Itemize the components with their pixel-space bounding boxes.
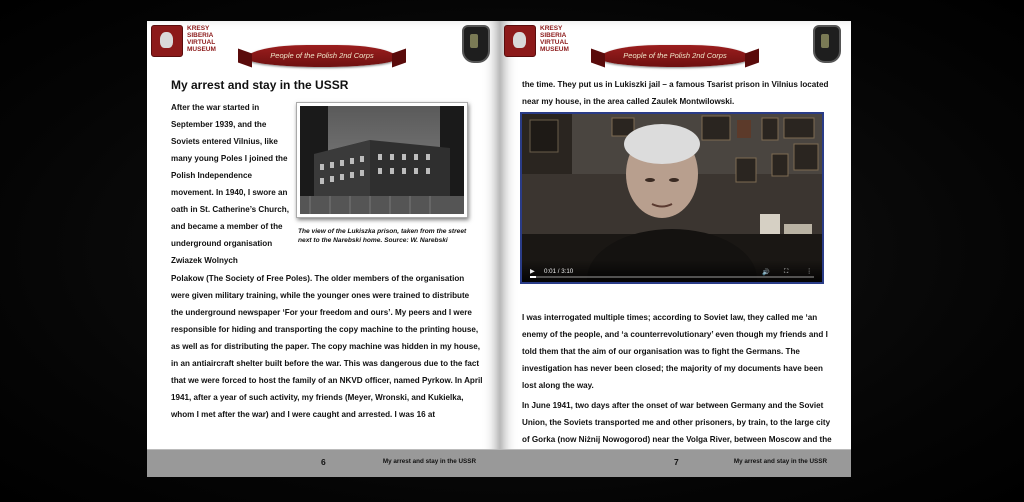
video-frame [522, 114, 822, 282]
museum-logo [504, 25, 580, 57]
page-number: 7 [674, 457, 679, 467]
left-page [147, 21, 500, 477]
video-player[interactable] [520, 112, 824, 284]
prison-photo [296, 102, 468, 218]
footer-title: My arrest and stay in the USSR [733, 458, 827, 465]
video-controls [522, 260, 822, 282]
more-options-icon[interactable]: ⋮ [806, 268, 813, 275]
video-progress-fill [530, 276, 536, 278]
page-number: 6 [321, 457, 326, 467]
eagle-emblem-icon [504, 25, 536, 57]
logo-text: KRESY SIBERIA VIRTUAL MUSEUM [187, 25, 216, 53]
body-text-wrap: After the war started in September 1939, and the Soviets entered Vilnius, like many young Poles I joined the Polish Independence movement. In 1940, I swore an oath in St. Catherine’s Church, and became a member of the underground organisation Zwiazek Wolnych [171, 103, 289, 265]
right-page [500, 21, 851, 477]
header-banner: People of the Polish 2nd Corps [247, 45, 397, 67]
corps-badge-icon [462, 25, 490, 63]
video-progress-bar[interactable] [530, 276, 814, 278]
body-paragraph-2: In June 1941, two days after the onset of war between Germany and the Soviet Union, the Soviets transported me and other prisoners, by train, to the large city of Gorka (now Niżnij Nowogorod) near the Volga River, between Moscow and the [522, 401, 832, 444]
logo-text: KRESY SIBERIA VIRTUAL MUSEUM [540, 25, 569, 53]
prison-photo-image [300, 106, 464, 214]
header-banner: People of the Polish 2nd Corps [600, 45, 750, 67]
body-paragraph-1: I was interrogated multiple times; according to Soviet law, they called me ‘an enemy of the people, and ‘a counterrevolutionary’ even though my friends and I told them that the aim of our organisation was to fight the Germans. The investigation has never been closed; the majority of my documents have been lost along the way. [522, 313, 828, 390]
intro-text: the time. They put us in Lukiszki jail – a famous Tsarist prison in Vilnius located near my house, in the area called Zaulek Montwilowski. [522, 80, 829, 106]
volume-icon[interactable]: 🔊 [762, 269, 770, 276]
eagle-emblem-icon [151, 25, 183, 57]
body-text-full: Polakow (The Society of Free Poles). The older members of the organisation were given military training, while the younger ones were trained to distribute the underground newspaper ‘For your freedom and ours’. My peers and I were responsible for hiding and transporting the copy machine to the printing house, as well as for distributing the paper. The copy machine was hidden in my house, in an antiaircraft shelter built before the war. This was dangerous due to the fact that we were forced to host the family of an NKVD officer, named Pyrkow. In April 1941, after a year of such activity, my friends (Meyer, Wronski, and Kukielka, whom I met after the war) and I were caught and arrested. I was 16 at [171, 274, 483, 419]
page-title: My arrest and stay in the USSR [171, 78, 349, 92]
fullscreen-icon[interactable]: ⛶ [784, 268, 789, 275]
footer-title: My arrest and stay in the USSR [382, 458, 476, 465]
corps-badge-icon [813, 25, 841, 63]
play-icon[interactable]: ▶ [530, 268, 535, 275]
photo-caption: The view of the Lukiszka prison, taken from the street next to the Narebski home. Source: W. Narebski [298, 228, 467, 244]
page-footer [500, 449, 851, 477]
page-footer [147, 449, 500, 477]
museum-logo [151, 25, 227, 57]
video-time: 0:01 / 3:10 [544, 268, 574, 275]
